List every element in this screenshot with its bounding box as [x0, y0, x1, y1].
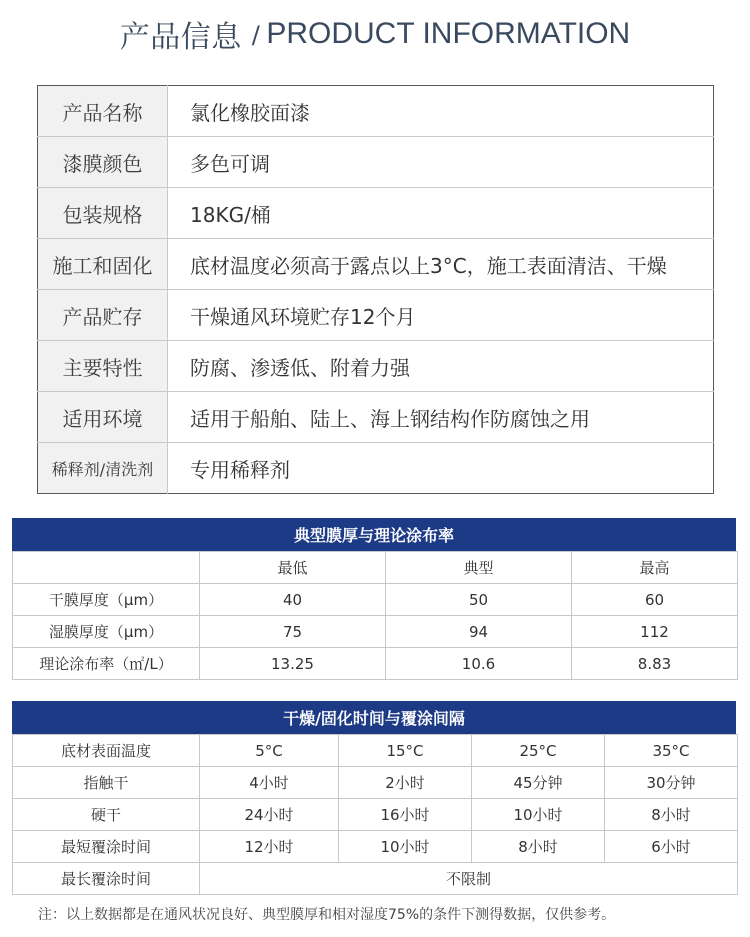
- info-row: [38, 290, 714, 341]
- table-row: [13, 616, 738, 648]
- table-cell: 75: [200, 616, 386, 648]
- table-cell: 24小时: [200, 799, 339, 831]
- coverage-corner-cell: [13, 552, 200, 584]
- row-label: 硬干: [13, 799, 200, 831]
- table-cell: 50: [386, 584, 572, 616]
- table-cell: 45分钟: [472, 767, 605, 799]
- table-cell: 60: [572, 584, 738, 616]
- table-row: [13, 799, 738, 831]
- table-cell: 13.25: [200, 648, 386, 680]
- info-value: 专用稀释剂: [168, 443, 714, 494]
- drying-table: [12, 734, 738, 895]
- table-cell: 8小时: [472, 831, 605, 863]
- table-cell: 12小时: [200, 831, 339, 863]
- info-label: 漆膜颜色: [38, 137, 168, 188]
- table-cell: 40: [200, 584, 386, 616]
- table-row: [13, 648, 738, 680]
- title-english: PRODUCT INFORMATION: [266, 17, 631, 50]
- row-label: 最长覆涂时间: [13, 863, 200, 895]
- row-label: 指触干: [13, 767, 200, 799]
- column-header: 典型: [386, 552, 572, 584]
- table-cell: 10小时: [339, 831, 472, 863]
- info-row: [38, 188, 714, 239]
- table-cell: 4小时: [200, 767, 339, 799]
- drying-header-row: [13, 735, 738, 767]
- table-cell: 30分钟: [605, 767, 738, 799]
- info-label: 适用环境: [38, 392, 168, 443]
- info-value: 防腐、渗透低、附着力强: [168, 341, 714, 392]
- title-separator: /: [251, 21, 261, 49]
- column-header: 25°C: [472, 735, 605, 767]
- column-header: 5°C: [200, 735, 339, 767]
- coverage-header-row: [13, 552, 738, 584]
- row-label: 最短覆涂时间: [13, 831, 200, 863]
- coverage-table-title: 典型膜厚与理论涂布率: [12, 518, 736, 551]
- info-row: [38, 341, 714, 392]
- table-cell: 2小时: [339, 767, 472, 799]
- footnote: 注：以上数据都是在通风状况良好、典型膜厚和相对湿度75%的条件下测得数据，仅供参考。: [38, 907, 616, 923]
- column-header: 底材表面温度: [13, 735, 200, 767]
- info-row: [38, 443, 714, 494]
- info-label: 包装规格: [38, 188, 168, 239]
- table-cell: 10.6: [386, 648, 572, 680]
- column-header: 最高: [572, 552, 738, 584]
- table-cell: 8.83: [572, 648, 738, 680]
- info-value: 18KG/桶: [168, 188, 714, 239]
- info-label: 产品名称: [38, 86, 168, 137]
- info-row: [38, 137, 714, 188]
- table-cell-merged: 不限制: [200, 863, 738, 895]
- info-value: 适用于船舶、陆上、海上钢结构作防腐蚀之用: [168, 392, 714, 443]
- table-cell: 8小时: [605, 799, 738, 831]
- info-row: [38, 239, 714, 290]
- product-info-table: [37, 85, 714, 494]
- info-label: 主要特性: [38, 341, 168, 392]
- info-value: 多色可调: [168, 137, 714, 188]
- info-value: 干燥通风环境贮存12个月: [168, 290, 714, 341]
- column-header: 15°C: [339, 735, 472, 767]
- info-row: [38, 86, 714, 137]
- coverage-table: [12, 551, 738, 680]
- row-label: 理论涂布率（㎡/L）: [13, 648, 200, 680]
- info-value: 底材温度必须高于露点以上3°C，施工表面清洁、干燥: [168, 239, 714, 290]
- column-header: 最低: [200, 552, 386, 584]
- table-row: [13, 831, 738, 863]
- table-row: [13, 584, 738, 616]
- table-cell: 10小时: [472, 799, 605, 831]
- table-cell: 16小时: [339, 799, 472, 831]
- row-label: 湿膜厚度（μm）: [13, 616, 200, 648]
- table-row: [13, 863, 738, 895]
- table-cell: 6小时: [605, 831, 738, 863]
- info-value: 氯化橡胶面漆: [168, 86, 714, 137]
- info-row: [38, 392, 714, 443]
- info-label: 稀释剂/清洗剂: [38, 443, 168, 494]
- table-row: [13, 767, 738, 799]
- row-label: 干膜厚度（μm）: [13, 584, 200, 616]
- info-label: 施工和固化: [38, 239, 168, 290]
- info-label: 产品贮存: [38, 290, 168, 341]
- table-cell: 112: [572, 616, 738, 648]
- drying-table-title: 干燥/固化时间与覆涂间隔: [12, 701, 736, 734]
- table-cell: 94: [386, 616, 572, 648]
- title-chinese: 产品信息: [119, 20, 242, 55]
- column-header: 35°C: [605, 735, 738, 767]
- page-title: [0, 10, 750, 58]
